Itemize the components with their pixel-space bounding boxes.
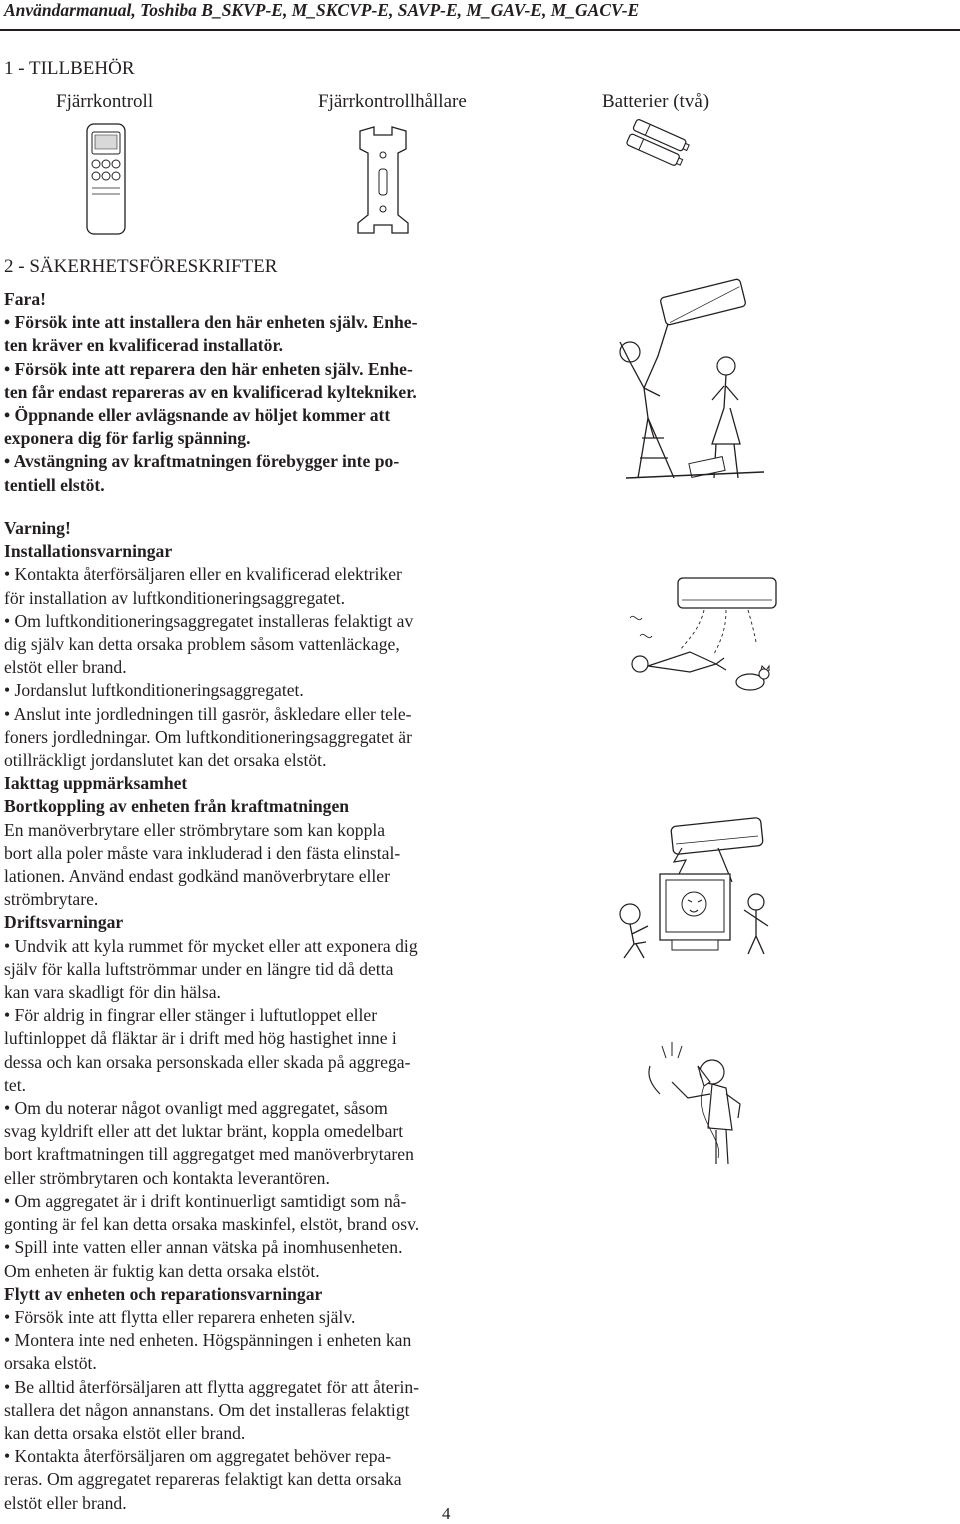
document-header: Användarmanual, Toshiba B_SKVP-E, M_SKCVP-E, SAVP-E, M_GAV-E, M_GACV-E: [4, 0, 640, 20]
warning-line: • Om aggregatet är i drift kontinuerligt samtidigt som nå-: [4, 1190, 407, 1211]
warning-line: • Anslut inte jordledningen till gasrör, åskledare eller tele-: [4, 703, 412, 724]
warning-line: för installation av luftkonditioneringsaggregatet.: [4, 587, 346, 608]
cold-airflow-illustration: [620, 572, 780, 702]
caption-batteries: Batterier (två): [602, 91, 710, 112]
danger-line: exponera dig för farlig spänning.: [4, 428, 251, 449]
danger-heading: Fara!: [4, 289, 47, 309]
warning-line: • Försök inte att flytta eller reparera enheten själv.: [4, 1306, 356, 1327]
warning-line: strömbrytare.: [4, 889, 99, 910]
warning-line: Om enheten är fuktig kan detta orsaka elstöt.: [4, 1260, 320, 1281]
section-heading-safety: 2 - SÄKERHETSFÖRESKRIFTER: [4, 256, 278, 277]
danger-line: • Försök inte att reparera den här enheten själv. Enhe-: [4, 358, 413, 379]
batteries-illustration: [624, 121, 690, 171]
header-rule: [0, 29, 960, 31]
warning-line: • För aldrig in fingrar eller stänger i luftutloppet eller: [4, 1005, 378, 1026]
warning-line: • Undvik att kyla rummet för mycket eller att exponera dig: [4, 935, 418, 956]
warning-line: dessa och kan orsaka personskada eller skada på aggrega-: [4, 1051, 411, 1072]
danger-line: • Öppnande eller avlägsnande av höljet kommer att: [4, 405, 391, 426]
warning-line: kan vara skadligt för din hälsa.: [4, 982, 221, 1003]
warning-line: • Spill inte vatten eller annan vätska på inomhusenheten.: [4, 1237, 403, 1258]
warning-line: tet.: [4, 1074, 26, 1095]
warning-line: • Kontakta återförsäljaren om aggregatet behöver repa-: [4, 1446, 392, 1467]
warning-line: • Montera inte ned enheten. Högspänningen i enheten kan: [4, 1330, 412, 1351]
caption-remote-holder: Fjärrkontrollhållare: [318, 91, 467, 112]
warning-line: svag kyldrift eller att det luktar bränt, koppla omedelbart: [4, 1121, 404, 1142]
danger-line: ten får endast repareras av en kvalificerad kyltekniker.: [4, 381, 417, 402]
warning-line: eller strömbrytaren och kontakta leverantören.: [4, 1167, 330, 1188]
warning-line: • Om luftkonditioneringsaggregatet installeras felaktigt av: [4, 610, 414, 631]
danger-block: [4, 288, 584, 497]
remote-holder-illustration: [352, 125, 414, 237]
warning-line: reras. Om aggregatet repareras felaktigt kan detta orsaka: [4, 1469, 402, 1490]
warning-line: lationen. Använd endast godkänd manöverbrytare eller: [4, 866, 390, 887]
person-calling-illustration: [632, 1038, 752, 1168]
children-unit-illustration: [608, 818, 778, 978]
caption-remote-control: Fjärrkontroll: [56, 91, 154, 112]
warning-line: • Be alltid återförsäljaren att flytta aggregatet för att återin-: [4, 1376, 420, 1397]
subheading-moving: Flytt av enheten och reparationsvarningar: [4, 1283, 323, 1304]
warning-line: • Kontakta återförsäljaren eller en kvalificerad elektriker: [4, 564, 402, 585]
warning-line: själv för kalla luftströmmar under en längre tid då detta: [4, 958, 394, 979]
warning-line: • Jordanslut luftkonditioneringsaggregatet.: [4, 680, 304, 701]
warning-line: gonting är fel kan detta orsaka maskinfel, elstöt, brand osv.: [4, 1214, 420, 1235]
warning-line: bort alla poler måste vara inkluderad i den fästa elinstal-: [4, 842, 401, 863]
warning-line: En manöverbrytare eller strömbrytare som kan koppla: [4, 819, 386, 840]
danger-line: tentiell elstöt.: [4, 474, 105, 495]
warning-line: • Om du noterar något ovanligt med aggregatet, såsom: [4, 1098, 388, 1119]
subheading-disconnection: Bortkoppling av enheten från kraftmatningen: [4, 796, 350, 817]
warning-line: dig själv kan detta orsaka problem såsom vattenläckage,: [4, 634, 400, 655]
warning-heading: Varning!: [4, 518, 71, 538]
warning-line: luftinloppet då fläktar är i drift med hög hastighet inne i: [4, 1028, 397, 1049]
warning-line: orsaka elstöt.: [4, 1353, 97, 1374]
warning-line: elstöt eller brand.: [4, 1492, 127, 1513]
warning-line: kan detta orsaka elstöt eller brand.: [4, 1422, 246, 1443]
warning-line: elstöt eller brand.: [4, 657, 127, 678]
danger-line: ten kräver en kvalificerad installatör.: [4, 335, 284, 356]
installer-on-ladder-illustration: [604, 268, 774, 498]
subheading-caution: Iakttag uppmärksamhet: [4, 773, 188, 794]
remote-control-illustration: [84, 122, 130, 238]
warning-line: foners jordledningar. Om luftkonditioneringsaggregatet är: [4, 726, 412, 747]
section-heading-accessories: 1 - TILLBEHÖR: [4, 58, 135, 79]
danger-line: • Försök inte att installera den här enheten själv. Enhe-: [4, 312, 418, 333]
subheading-operation: Driftsvarningar: [4, 912, 124, 933]
subheading-installation: Installationsvarningar: [4, 541, 173, 562]
page-number: 4: [442, 1504, 451, 1523]
warning-line: stallera det någon annanstans. Om det installeras felaktigt: [4, 1399, 410, 1420]
warning-line: bort kraftmatningen till aggregatget med manöverbrytaren: [4, 1144, 414, 1165]
danger-line: • Avstängning av kraftmatningen förebygger inte po-: [4, 451, 400, 472]
warning-line: otillräckligt jordanslutet kan det orsaka elstöt.: [4, 750, 327, 771]
warning-block: [4, 517, 584, 1515]
